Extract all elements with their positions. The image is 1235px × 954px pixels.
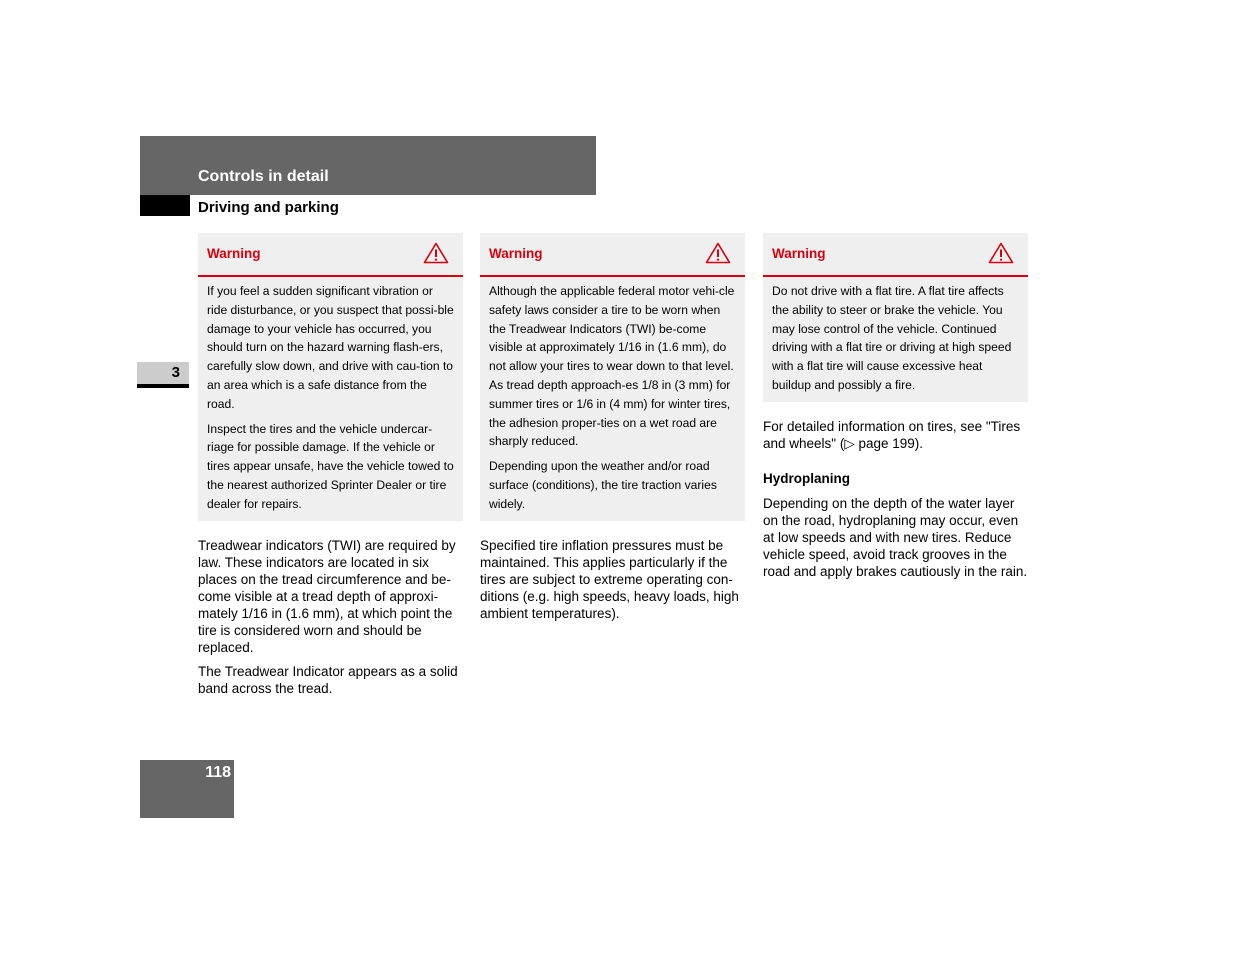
paragraph: Treadwear indicators (TWI) are required by law. These indicators are located in six places on the tread circumference and be-come visible at a tread depth of approxi-mately 1/16 in (1.6 mm), at which point the tire is considered worn and should be replaced. xyxy=(198,537,456,655)
warning-triangle-icon xyxy=(423,242,449,264)
warning-triangle-icon xyxy=(705,242,731,264)
warning-paragraph: Depending upon the weather and/or road surface (conditions), the tire traction varies widely. xyxy=(489,459,717,511)
paragraph: Specified tire inflation pressures must be maintained. This applies particularly if the tires are subject to extreme operating con-ditions (e.g. high speeds, heavy loads, high ambient temperatures). xyxy=(480,537,739,621)
warning-header xyxy=(480,233,745,277)
warning-box xyxy=(763,233,1028,402)
warning-box xyxy=(480,233,745,521)
subsection-title: Driving and parking xyxy=(198,199,339,216)
body-text xyxy=(763,418,1028,580)
warning-triangle-icon xyxy=(988,242,1014,264)
page-number-box xyxy=(140,760,234,818)
column-3 xyxy=(763,233,1028,587)
paragraph: The Treadwear Indicator appears as a solid band across the tread. xyxy=(198,663,458,696)
header-bar xyxy=(140,136,596,195)
column-2 xyxy=(480,233,745,629)
warning-paragraph: Do not drive with a flat tire. A flat tire affects the ability to steer or brake the vehicle. You may lose control of the vehicle. Continued driving with a flat tire or driving at high speed with a flat tire will cause excessive heat buildup and possibly a fire. xyxy=(772,284,1012,392)
body-text xyxy=(198,537,463,697)
section-title: Controls in detail xyxy=(198,168,329,185)
warning-body xyxy=(198,277,463,521)
chapter-number: 3 xyxy=(171,364,180,381)
warning-paragraph: Inspect the tires and the vehicle undercar-riage for possible damage. If the vehicle or tires appear unsafe, have the vehicle towed to the nearest authorized Sprinter Dealer or tire dealer for repairs. xyxy=(207,421,454,511)
warning-box xyxy=(198,233,463,521)
warning-paragraph: Although the applicable federal motor vehi-cle safety laws consider a tire to be worn when the Treadwear Indicators (TWI) be-come visible at approximately 1/16 in (1.6 mm), do not allow your tires to wear down to that level. As tread depth approach-es 1/8 in (3 mm) for summer tires or 1/6 in (4 mm) for winter tires, the adhesion proper-ties on a wet road are sharply reduced. xyxy=(489,284,735,449)
warning-paragraph: If you feel a sudden significant vibration or ride disturbance, or you suspect that possi-ble damage to your vehicle has occurred, you should turn on the hazard warning flash-ers, carefully slow down, and drive with cau-tion to an area which is a safe distance from the road. xyxy=(207,284,454,411)
warning-body xyxy=(763,277,1028,402)
body-text xyxy=(480,537,745,622)
paragraph: For detailed information on tires, see "Tires and wheels" (▷ page 199). xyxy=(763,418,1021,451)
paragraph: Depending on the depth of the water layer on the road, hydroplaning may occur, even at low speeds and with new tires. Reduce vehicle speed, avoid track grooves in the road and apply brakes cautiously in the rain. xyxy=(763,495,1028,579)
warning-body xyxy=(480,277,745,521)
warning-header xyxy=(763,233,1028,277)
page-number: 118 xyxy=(205,764,231,781)
warning-label: Warning xyxy=(772,246,826,261)
warning-label: Warning xyxy=(489,246,543,261)
warning-header xyxy=(198,233,463,277)
section-tab-marker xyxy=(140,195,190,216)
chapter-tab xyxy=(137,362,189,388)
warning-label: Warning xyxy=(207,246,261,261)
column-1 xyxy=(198,233,463,704)
heading-hydroplaning: Hydroplaning xyxy=(763,470,850,486)
